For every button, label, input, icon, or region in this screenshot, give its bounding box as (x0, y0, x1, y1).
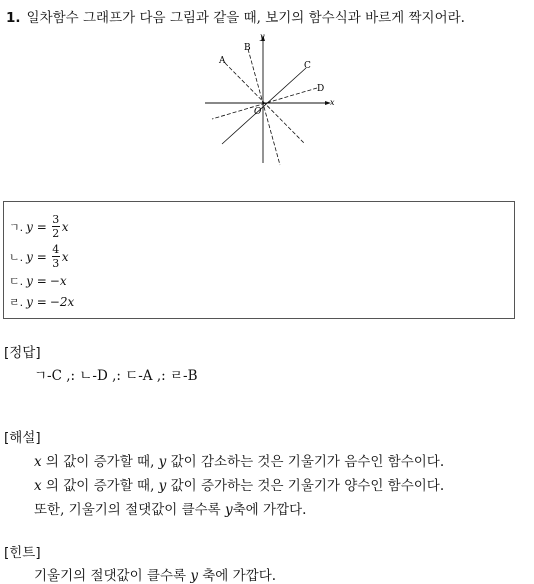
text: 기울기의 절댓값이 클수록 (34, 568, 191, 584)
choice-rhs: x (61, 249, 69, 264)
var-y: y (158, 478, 167, 494)
choice-2 (9, 244, 69, 269)
var-y: y (158, 454, 167, 470)
hint-title: [힌트] (4, 545, 41, 561)
question-text: 일차함수 그래프가 다음 그림과 같을 때, 보기의 함수식과 바르게 짝지어라. (26, 10, 465, 26)
x-axis-label: x (330, 98, 335, 107)
y-axis-label: y (260, 32, 265, 41)
label-c: C (304, 61, 311, 71)
choice-lhs: y = (26, 295, 47, 309)
answer-text: ㄱ-C ,: ㄴ-D ,: ㄷ-A ,: ㄹ-B (34, 368, 198, 384)
label-a: A (219, 56, 226, 66)
origin-label: O (254, 107, 262, 117)
choice-rhs: −x (49, 274, 67, 288)
var-y: y (225, 502, 233, 518)
choice-lhs: y = (26, 274, 47, 288)
choice-rhs: x (61, 219, 69, 234)
text: 축에 가깝다. (232, 502, 307, 518)
denominator: 2 (52, 227, 60, 240)
numerator: 3 (52, 213, 60, 226)
choice-lhs: y = (26, 249, 47, 264)
choice-marker: ㄴ. (9, 250, 24, 264)
answer-title: [정답] (4, 345, 41, 361)
hint-text (34, 564, 276, 584)
text: 의 값이 증가할 때, (41, 454, 159, 470)
explanation-line-2 (34, 474, 444, 494)
text: 값이 증가하는 것은 기울기가 양수인 함수이다. (166, 478, 445, 494)
choice-marker: ㄱ. (9, 220, 24, 234)
explanation-title: [해설] (4, 430, 41, 446)
choice-rhs: −2x (49, 295, 75, 309)
text: 값이 감소하는 것은 기울기가 음수인 함수이다. (166, 454, 445, 470)
question-number: 1. (6, 10, 21, 26)
question (6, 6, 465, 26)
var-x: x (34, 478, 42, 494)
choice-lhs: y = (26, 219, 47, 234)
explanation-line-3 (34, 498, 306, 518)
fraction (52, 244, 60, 269)
choice-marker: ㄷ. (9, 275, 24, 288)
text: 또한, 기울기의 절댓값이 클수록 (34, 502, 225, 518)
label-b: B (244, 43, 251, 53)
text: 의 값이 증가할 때, (41, 478, 159, 494)
line-d (212, 88, 317, 119)
denominator: 3 (52, 257, 60, 270)
graph-svg (200, 32, 340, 166)
explanation-line-1 (34, 450, 444, 470)
var-y: y (190, 568, 198, 584)
choice-4 (9, 294, 74, 310)
choices-box (3, 201, 515, 319)
choice-1 (9, 214, 69, 239)
graph-figure (200, 32, 340, 166)
text: 축에 가깝다. (197, 568, 277, 584)
numerator: 4 (52, 243, 60, 256)
choice-marker: ㄹ. (9, 296, 24, 309)
var-x: x (34, 454, 42, 470)
label-d: D (317, 84, 325, 94)
choice-3 (9, 273, 67, 289)
fraction (52, 214, 60, 239)
